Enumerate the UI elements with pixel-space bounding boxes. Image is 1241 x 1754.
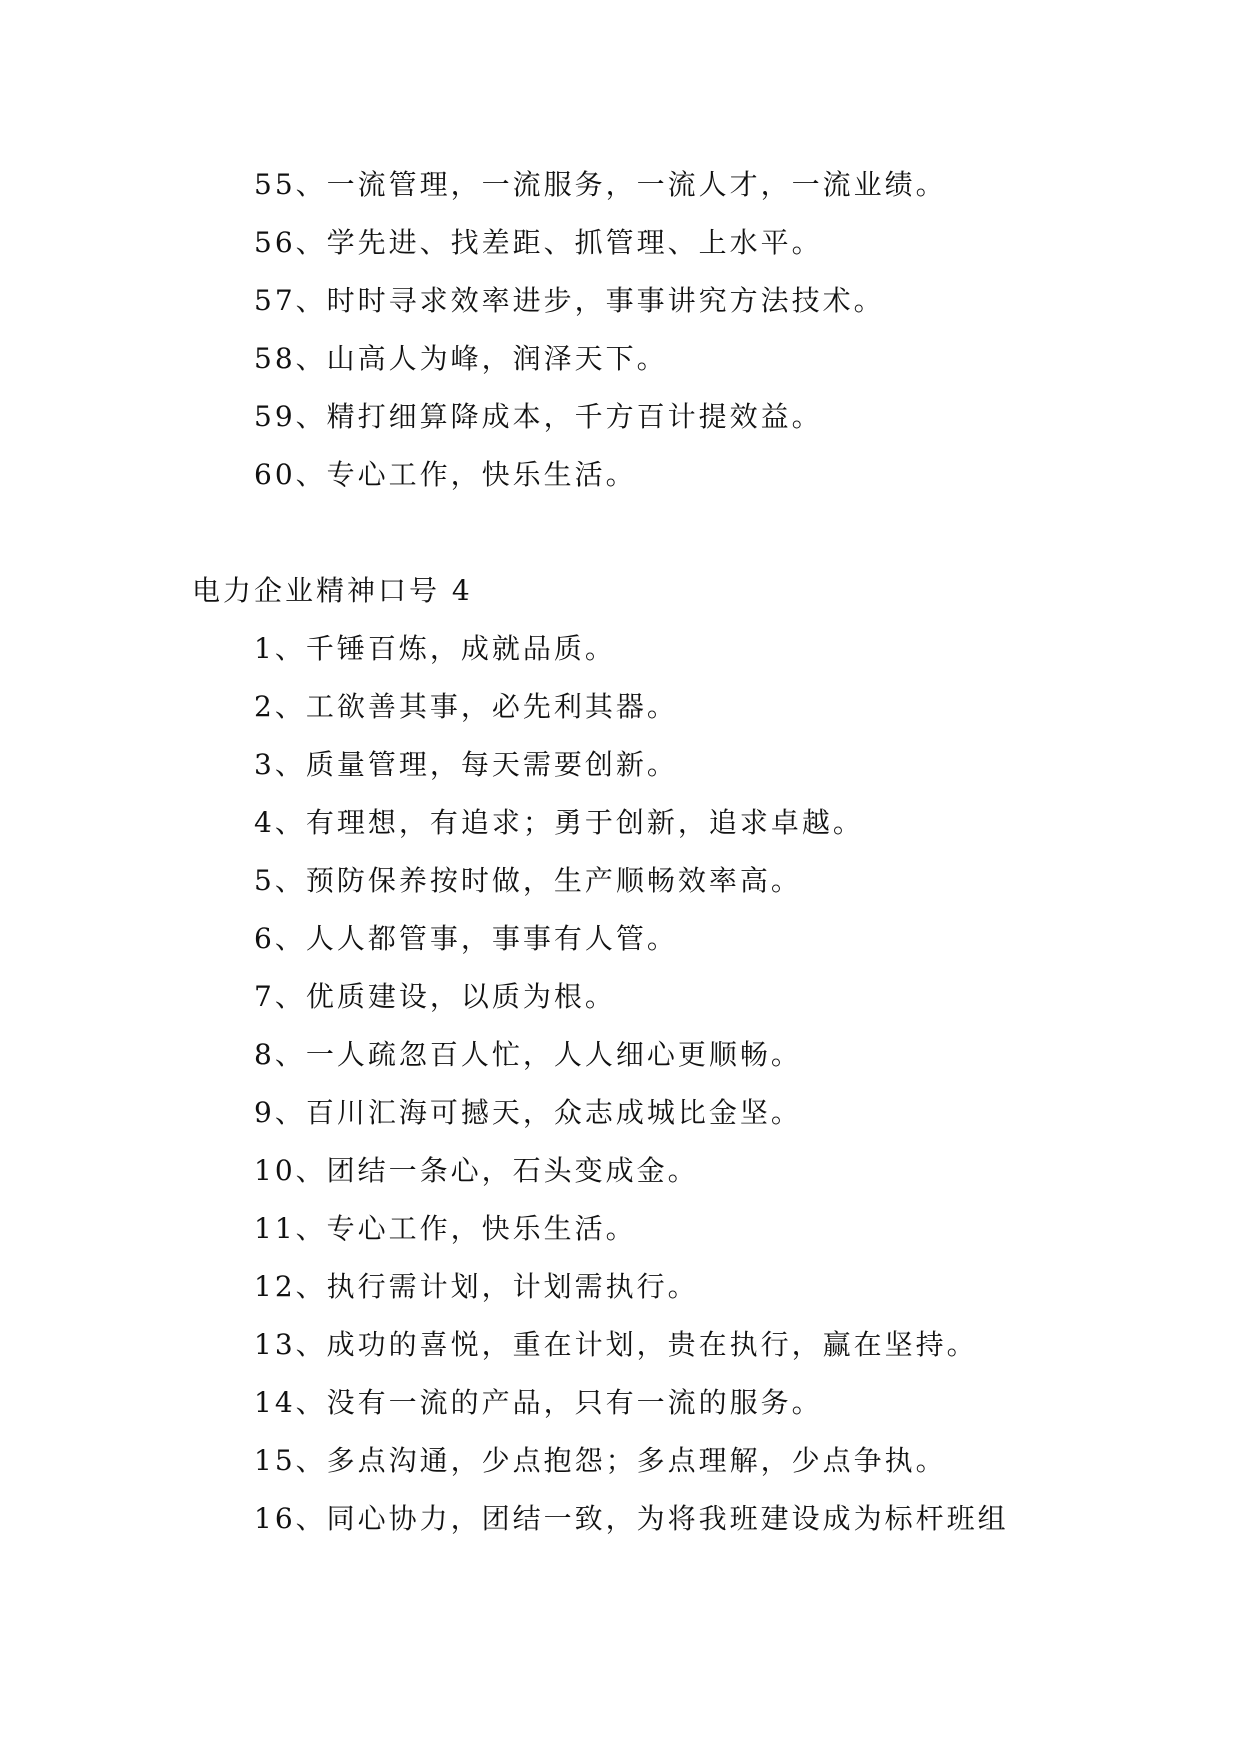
list-item: 4、有理想，有追求；勇于创新，追求卓越。	[254, 806, 864, 839]
list-item: 12、执行需计划，计划需执行。	[254, 1270, 699, 1303]
list-item: 15、多点沟通，少点抱怨；多点理解，少点争执。	[254, 1444, 947, 1477]
list-item-56: 56、学先进、找差距、抓管理、上水平。	[254, 226, 823, 259]
list-item: 6、人人都管事，事事有人管。	[254, 922, 678, 955]
list-item-58: 58、山高人为峰，润泽天下。	[254, 342, 668, 375]
list-item: 11、专心工作，快乐生活。	[254, 1212, 637, 1245]
list-item-60: 60、专心工作，快乐生活。	[254, 458, 637, 491]
list-item: 1、千锤百炼，成就品质。	[254, 632, 616, 665]
list-item: 16、同心协力，团结一致，为将我班建设成为标杆班组	[254, 1502, 1009, 1535]
list-item-55: 55、一流管理，一流服务，一流人才，一流业绩。	[254, 168, 947, 201]
section-heading: 电力企业精神口号 4	[192, 574, 473, 607]
list-item-57: 57、时时寻求效率进步，事事讲究方法技术。	[254, 284, 885, 317]
list-item: 14、没有一流的产品，只有一流的服务。	[254, 1386, 823, 1419]
list-item: 8、一人疏忽百人忙，人人细心更顺畅。	[254, 1038, 802, 1071]
list-item: 9、百川汇海可撼天，众志成城比金坚。	[254, 1096, 802, 1129]
list-item-59: 59、精打细算降成本，千方百计提效益。	[254, 400, 823, 433]
list-item: 10、团结一条心，石头变成金。	[254, 1154, 699, 1187]
list-item: 7、优质建设，以质为根。	[254, 980, 616, 1013]
list-item: 5、预防保养按时做，生产顺畅效率高。	[254, 864, 802, 897]
list-item: 3、质量管理，每天需要创新。	[254, 748, 678, 781]
list-item: 13、成功的喜悦，重在计划，贵在执行，赢在坚持。	[254, 1328, 978, 1361]
list-item: 2、工欲善其事，必先利其器。	[254, 690, 678, 723]
